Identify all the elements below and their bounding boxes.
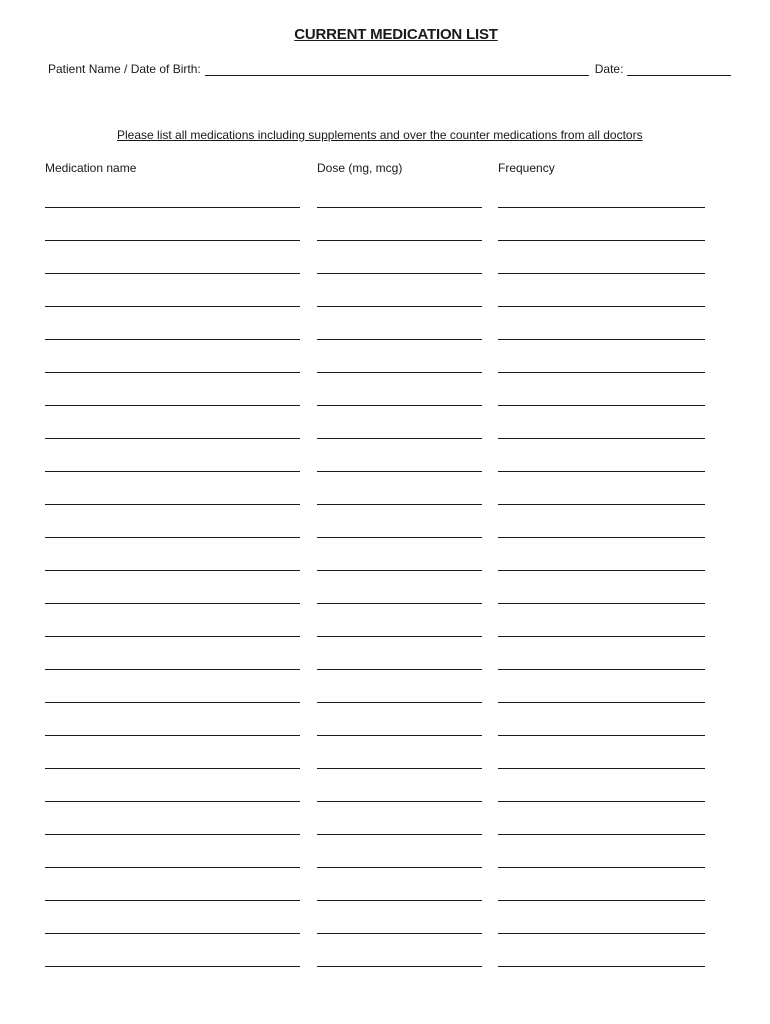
frequency-blank[interactable] — [498, 306, 705, 307]
dose-header: Dose (mg, mcg) — [317, 161, 403, 175]
frequency-blank[interactable] — [498, 669, 705, 670]
medication-name-blank[interactable] — [45, 966, 300, 967]
medication-name-blank[interactable] — [45, 306, 300, 307]
frequency-blank[interactable] — [498, 438, 705, 439]
frequency-blank[interactable] — [498, 273, 705, 274]
medication-row — [0, 273, 770, 306]
frequency-blank[interactable] — [498, 372, 705, 373]
dose-blank[interactable] — [317, 471, 482, 472]
dose-blank[interactable] — [317, 834, 482, 835]
dose-blank[interactable] — [317, 504, 482, 505]
dose-blank[interactable] — [317, 339, 482, 340]
dose-blank[interactable] — [317, 306, 482, 307]
frequency-blank[interactable] — [498, 570, 705, 571]
dose-blank[interactable] — [317, 768, 482, 769]
medication-row — [0, 504, 770, 537]
medication-name-blank[interactable] — [45, 471, 300, 472]
medication-row — [0, 702, 770, 735]
dose-blank[interactable] — [317, 669, 482, 670]
medication-row — [0, 372, 770, 405]
medication-name-blank[interactable] — [45, 900, 300, 901]
medication-name-blank[interactable] — [45, 834, 300, 835]
medication-row — [0, 438, 770, 471]
frequency-blank[interactable] — [498, 537, 705, 538]
medication-name-blank[interactable] — [45, 339, 300, 340]
medication-row — [0, 537, 770, 570]
dose-blank[interactable] — [317, 372, 482, 373]
medication-name-blank[interactable] — [45, 669, 300, 670]
medication-row — [0, 966, 770, 999]
medication-row — [0, 735, 770, 768]
dose-blank[interactable] — [317, 570, 482, 571]
medication-row — [0, 834, 770, 867]
medication-name-blank[interactable] — [45, 240, 300, 241]
medication-row — [0, 306, 770, 339]
medication-row — [0, 636, 770, 669]
medication-name-blank[interactable] — [45, 207, 300, 208]
medication-name-header: Medication name — [45, 161, 137, 175]
patient-info-row — [48, 62, 731, 76]
frequency-header: Frequency — [498, 161, 555, 175]
medication-row — [0, 900, 770, 933]
dose-blank[interactable] — [317, 603, 482, 604]
dose-blank[interactable] — [317, 438, 482, 439]
medication-row — [0, 933, 770, 966]
date-field[interactable] — [627, 63, 731, 76]
dose-blank[interactable] — [317, 867, 482, 868]
frequency-blank[interactable] — [498, 735, 705, 736]
medication-name-blank[interactable] — [45, 801, 300, 802]
frequency-blank[interactable] — [498, 933, 705, 934]
frequency-blank[interactable] — [498, 801, 705, 802]
medication-name-blank[interactable] — [45, 768, 300, 769]
frequency-blank[interactable] — [498, 207, 705, 208]
dose-blank[interactable] — [317, 702, 482, 703]
medication-name-blank[interactable] — [45, 537, 300, 538]
patient-name-label: Patient Name / Date of Birth: — [48, 62, 201, 76]
dose-blank[interactable] — [317, 801, 482, 802]
frequency-blank[interactable] — [498, 240, 705, 241]
form-title: CURRENT MEDICATION LIST — [294, 26, 498, 43]
medication-row — [0, 867, 770, 900]
dose-blank[interactable] — [317, 966, 482, 967]
dose-blank[interactable] — [317, 240, 482, 241]
frequency-blank[interactable] — [498, 768, 705, 769]
date-label: Date: — [594, 62, 624, 76]
frequency-blank[interactable] — [498, 834, 705, 835]
medication-entry-rows — [0, 207, 770, 999]
medication-name-blank[interactable] — [45, 570, 300, 571]
dose-blank[interactable] — [317, 537, 482, 538]
dose-blank[interactable] — [317, 933, 482, 934]
frequency-blank[interactable] — [498, 339, 705, 340]
frequency-blank[interactable] — [498, 966, 705, 967]
frequency-blank[interactable] — [498, 867, 705, 868]
instructions-text: Please list all medications including supplements and over the counter medications from all doctors — [117, 128, 643, 142]
medication-name-blank[interactable] — [45, 636, 300, 637]
dose-blank[interactable] — [317, 273, 482, 274]
medication-row — [0, 207, 770, 240]
medication-name-blank[interactable] — [45, 438, 300, 439]
medication-row — [0, 570, 770, 603]
frequency-blank[interactable] — [498, 900, 705, 901]
frequency-blank[interactable] — [498, 405, 705, 406]
dose-blank[interactable] — [317, 207, 482, 208]
dose-blank[interactable] — [317, 900, 482, 901]
frequency-blank[interactable] — [498, 702, 705, 703]
medication-row — [0, 339, 770, 372]
medication-name-blank[interactable] — [45, 702, 300, 703]
medication-name-blank[interactable] — [45, 603, 300, 604]
patient-name-field[interactable] — [205, 63, 589, 76]
frequency-blank[interactable] — [498, 636, 705, 637]
medication-name-blank[interactable] — [45, 735, 300, 736]
medication-row — [0, 405, 770, 438]
medication-row — [0, 603, 770, 636]
dose-blank[interactable] — [317, 636, 482, 637]
medication-row — [0, 471, 770, 504]
medication-row — [0, 768, 770, 801]
frequency-blank[interactable] — [498, 603, 705, 604]
medication-row — [0, 801, 770, 834]
medication-name-blank[interactable] — [45, 372, 300, 373]
medication-name-blank[interactable] — [45, 405, 300, 406]
dose-blank[interactable] — [317, 405, 482, 406]
medication-name-blank[interactable] — [45, 867, 300, 868]
medication-name-blank[interactable] — [45, 273, 300, 274]
medication-row — [0, 240, 770, 273]
medication-name-blank[interactable] — [45, 504, 300, 505]
medication-name-blank[interactable] — [45, 933, 300, 934]
medication-row — [0, 669, 770, 702]
frequency-blank[interactable] — [498, 504, 705, 505]
frequency-blank[interactable] — [498, 471, 705, 472]
dose-blank[interactable] — [317, 735, 482, 736]
